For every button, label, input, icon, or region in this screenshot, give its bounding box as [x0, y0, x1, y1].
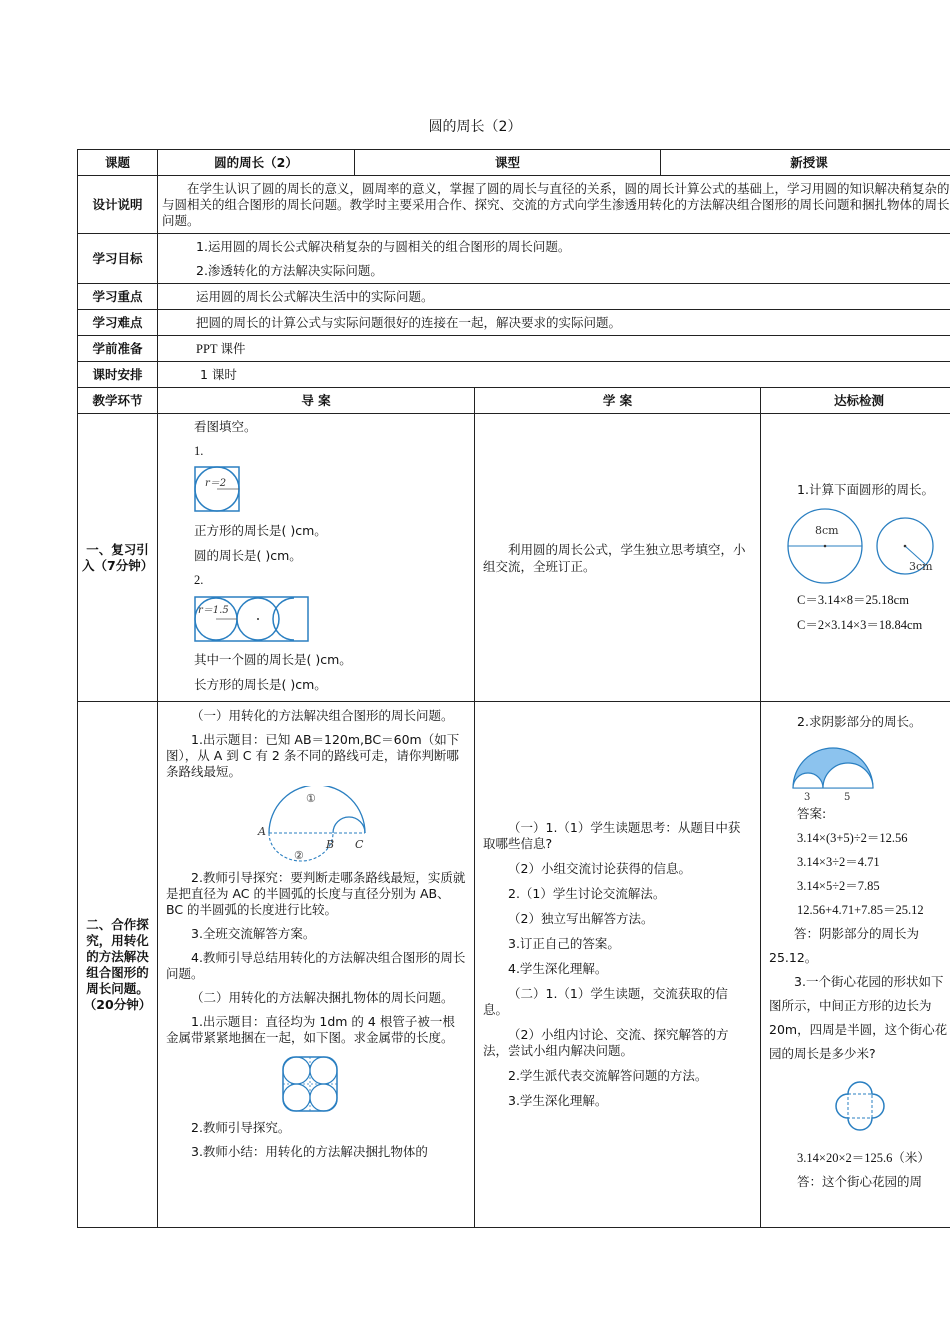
- check3-question: 3.一个街心花园的形状如下图所示，中间正方形的边长为 20m，四周是半圆，这个街心花园的周长是多少米?: [769, 974, 948, 1061]
- guide1-intro: 看图填空。: [194, 419, 257, 434]
- garden-outline: [836, 1082, 884, 1130]
- pipe-circle: [310, 1084, 337, 1111]
- guide2-p3: 3.全班交流解答方案。: [191, 926, 316, 941]
- study2-line: 3.订正自己的答案。: [508, 936, 620, 951]
- check2-calc-line: 12.56+4.71+7.85＝25.12: [797, 903, 924, 917]
- diameter-label: 8cm: [815, 524, 839, 537]
- section1-label: 一、复习引入（7分钟）: [78, 414, 158, 702]
- center-dot: [257, 618, 259, 620]
- design-row: [78, 176, 950, 234]
- guide1-num1: 1.: [194, 444, 204, 458]
- guide1-q1: 正方形的周长是( )cm。: [194, 523, 327, 538]
- study2-line: （一）1.（1）学生读题思考：从题目中获取哪些信息?: [483, 820, 741, 851]
- garden-figure: [825, 1072, 895, 1142]
- schedule-row: [78, 362, 950, 388]
- check1-ans1: C＝3.14×8＝25.18cm: [797, 593, 909, 607]
- prep-row: [78, 336, 950, 362]
- type-label: 课型: [355, 150, 661, 176]
- check3-answer: 答：这个街心花园的周: [797, 1174, 923, 1189]
- study2-line: 2.学生派代表交流解答问题的方法。: [508, 1068, 708, 1083]
- check2-calc-line: 3.14×(3+5)÷2＝12.56: [797, 831, 908, 845]
- section2-row: [78, 702, 950, 1228]
- key-point-label: 学习重点: [78, 284, 158, 310]
- key-point-row: [78, 284, 950, 310]
- center-dot: [904, 545, 907, 548]
- col-study: 学 案: [475, 388, 761, 414]
- radius-label: r＝1.5: [198, 605, 229, 616]
- rectangle-shape: [195, 597, 308, 641]
- document-title: 圆的周长（2）: [428, 119, 522, 135]
- check2-answer-label: 答案:: [797, 806, 827, 821]
- guide2-p6: 2.教师引导探究。: [191, 1120, 291, 1135]
- width-label-3: 3: [804, 792, 811, 802]
- check2-answer: 答：阴影部分的周长为 25.12。: [769, 926, 920, 965]
- topic-value: 圆的周长（2）: [158, 150, 355, 176]
- guide2-p2: 2.教师引导探究：要判断走哪条路线最短，实质就是把直径为 AC 的半圆弧的长度与直径分别为 AB、BC 的半圆弧的长度进行比较。: [166, 870, 466, 917]
- prep-text: PPT 课件: [158, 336, 950, 362]
- study2-line: （2）小组内讨论、交流、探究解答的方法，尝试小组内解决问题。: [483, 1027, 729, 1058]
- col-step: 教学环节: [78, 388, 158, 414]
- difficulty-row: [78, 310, 950, 336]
- square-circle-figure: [194, 466, 242, 514]
- guide1-num2: 2.: [194, 573, 204, 587]
- check2-calc-line: 3.14×5÷2＝7.85: [797, 879, 880, 893]
- goals-label: 学习目标: [78, 234, 158, 284]
- radius-label: r＝2: [205, 478, 227, 489]
- lesson-plan-table: [77, 149, 950, 1228]
- width-label-5: 5: [844, 792, 851, 802]
- goal-item: 2.渗透转化的方法解决实际问题。: [196, 262, 383, 278]
- section1-row: [78, 414, 950, 702]
- prep-label: 学前准备: [78, 336, 158, 362]
- col-guide: 导 案: [158, 388, 475, 414]
- two-circles-figure: [787, 504, 947, 588]
- difficulty-text: 把圆的周长的计算公式与实际问题很好的连接在一起，解决要求的实际问题。: [158, 310, 950, 336]
- big-semicircle: [269, 786, 365, 833]
- check1-ans2: C＝2×3.14×3＝18.84cm: [797, 618, 923, 632]
- pipes-figure: [280, 1054, 340, 1114]
- small-semicircle: [333, 817, 365, 833]
- guide1-q4: 长方形的周长是( )cm。: [194, 677, 327, 692]
- design-text: 在学生认识了圆的周长的意义，圆周率的意义，掌握了圆的周长与直径的关系，圆的周长计算公式的基础上，学习用圆的知识解决稍复杂的与圆相关的组合图形的周长问题。教学时主要采用合作、探究、交流的方式向学生渗透用转化的方法解决组合图形的周长问题和捆扎物体的周长问题。: [162, 180, 950, 228]
- schedule-text: 1 课时: [158, 362, 950, 388]
- rectangle-circles-figure: [194, 595, 312, 643]
- pipe-circle: [283, 1084, 310, 1111]
- check2-question: 2.求阴影部分的周长。: [797, 714, 922, 729]
- route-two-mark: ②: [294, 849, 304, 862]
- guide2-p7: 3.教师小结：用转化的方法解决捆扎物体的: [191, 1144, 428, 1159]
- topic-label: 课题: [78, 150, 158, 176]
- study2-line: （二）1.（1）学生读题，交流获取的信息。: [483, 986, 728, 1017]
- guide2-h2: （二）用转化的方法解决捆扎物体的周长问题。: [191, 990, 454, 1005]
- type-value: 新授课: [661, 150, 950, 176]
- check1-question: 1.计算下面圆形的周长。: [797, 482, 934, 497]
- schedule-label: 课时安排: [78, 362, 158, 388]
- study2-line: （2）小组交流讨论获得的信息。: [508, 861, 691, 876]
- guide2-h1: （一）用转化的方法解决组合图形的周长问题。: [191, 708, 454, 723]
- study2-line: 2.（1）学生讨论交流解法。: [508, 886, 666, 901]
- goal-item: 1.运用圆的周长公式解决稍复杂的与圆相关的组合图形的周长问题。: [196, 238, 571, 254]
- col-check: 达标检测: [761, 388, 950, 414]
- topic-row: [78, 150, 950, 176]
- guide1-q2: 圆的周长是( )cm。: [194, 548, 302, 563]
- study2-line: （2）独立写出解答方法。: [508, 911, 654, 926]
- radius-label: 3cm: [909, 560, 933, 573]
- center-dot: [824, 545, 827, 548]
- inner-square: [848, 1094, 872, 1118]
- difficulty-label: 学习难点: [78, 310, 158, 336]
- route-one-mark: ①: [306, 792, 316, 805]
- study2-line: 4.学生深化理解。: [508, 961, 608, 976]
- circle-shape: [273, 598, 294, 640]
- point-b-label: B: [326, 838, 335, 851]
- study1-text: 利用圆的周长公式，学生独立思考填空，小组交流，全班订正。: [483, 541, 746, 574]
- guide1-q3: 其中一个圆的周长是( )cm。: [194, 652, 352, 667]
- goals-row: [78, 234, 950, 284]
- section2-label: 二、合作探究，用转化的方法解决组合图形的周长问题。（20分钟）: [78, 702, 158, 1228]
- guide2-p5: 1.出示题目：直径均为 1dm 的 4 根管子被一根金属带紧紧地捆在一起，如下图。求金属带的长度。: [166, 1014, 455, 1045]
- pipe-circle: [310, 1057, 337, 1084]
- shaded-semicircles-figure: [789, 736, 889, 802]
- guide2-p4: 4.教师引导总结用转化的方法解决组合图形的周长问题。: [166, 950, 466, 981]
- key-point-text: 运用圆的周长公式解决生活中的实际问题。: [158, 284, 950, 310]
- point-a-label: A: [258, 825, 266, 838]
- check3-calc: 3.14×20×2＝125.6（米）: [797, 1151, 930, 1165]
- point-c-label: C: [355, 838, 364, 851]
- columns-header-row: [78, 388, 950, 414]
- semicircle-route-figure: [256, 786, 396, 866]
- guide2-p1: 1.出示题目：已知 AB＝120m,BC＝60m（如下图），从 A 到 C 有 2 条不同的路线可走，请你判断哪条路线最短。: [166, 732, 460, 779]
- pipe-circle: [283, 1057, 310, 1084]
- study2-line: 3.学生深化理解。: [508, 1093, 608, 1108]
- check2-calc-line: 3.14×3÷2＝4.71: [797, 855, 880, 869]
- design-label: 设计说明: [78, 176, 158, 234]
